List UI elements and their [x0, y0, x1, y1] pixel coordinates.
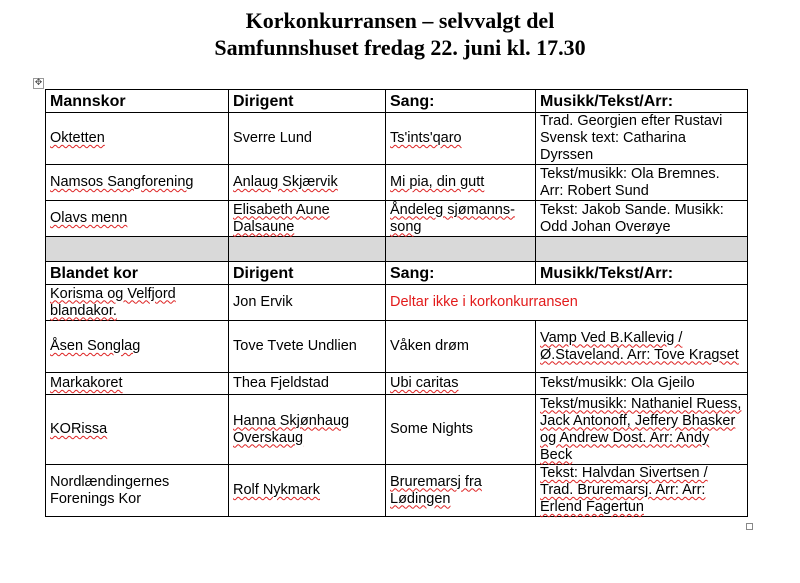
- song-cell: Ubi caritas: [386, 373, 536, 395]
- choir-cell: KORissa: [46, 395, 229, 465]
- header-cell: Sang:: [386, 262, 536, 285]
- credits-cell: Trad. Georgien efter Rustavi Svensk text: Catharina Dyrssen: [536, 113, 748, 165]
- conductor-cell: Rolf Nykmark: [229, 465, 386, 517]
- conductor-cell: Tove Tvete Undlien: [229, 321, 386, 373]
- table-row: [46, 285, 748, 321]
- credits-cell: Tekst: Jakob Sande. Musikk: Odd Johan Overøye: [536, 201, 748, 237]
- conductor-cell: Jon Ervik: [229, 285, 386, 321]
- choir-cell: Namsos Sangforening: [46, 165, 229, 201]
- choir-table: [45, 89, 748, 517]
- empty-cell: [536, 237, 748, 262]
- table-row: [46, 373, 748, 395]
- conductor-cell: Hanna Skjønhaug Overskaug: [229, 395, 386, 465]
- table-header-row: [46, 262, 748, 285]
- conductor-cell: Elisabeth Aune Dalsaune: [229, 201, 386, 237]
- credits-cell: Tekst/musikk: Ola Bremnes. Arr: Robert Sund: [536, 165, 748, 201]
- header-cell: Dirigent: [229, 90, 386, 113]
- credits-cell: Tekst/musikk: Nathaniel Ruess, Jack Antonoff, Jeffery Bhasker og Andrew Dost. Arr: Andy Beck: [536, 395, 748, 465]
- table-row: [46, 113, 748, 165]
- conductor-cell: Thea Fjeldstad: [229, 373, 386, 395]
- conductor-cell: Anlaug Skjærvik: [229, 165, 386, 201]
- empty-cell: [386, 237, 536, 262]
- choir-cell: Korisma og Velfjord blandakor.: [46, 285, 229, 321]
- header-cell: Sang:: [386, 90, 536, 113]
- song-cell: Some Nights: [386, 395, 536, 465]
- header-cell: Dirigent: [229, 262, 386, 285]
- credits-cell: Vamp Ved B.Kallevig / Ø.Staveland. Arr: Tove Kragset: [536, 321, 748, 373]
- song-cell: Bruremarsj fra Lødingen: [386, 465, 536, 517]
- song-cell: Mi pia, din gutt: [386, 165, 536, 201]
- move-cross-icon[interactable]: ✥: [34, 78, 43, 88]
- document-title: Korkonkurransen – selvvalgt del: [245, 8, 555, 33]
- table-header-row: [46, 90, 748, 113]
- choir-cell: Oktetten: [46, 113, 229, 165]
- table-row: [46, 165, 748, 201]
- conductor-cell: Sverre Lund: [229, 113, 386, 165]
- header-cell: Musikk/Tekst/Arr:: [536, 90, 748, 113]
- table-row: [46, 395, 748, 465]
- empty-cell: [46, 237, 229, 262]
- credits-cell: Tekst: Halvdan Sivertsen / Trad. Bruremarsj. Arr: Arr: Erlend Fagertun: [536, 465, 748, 517]
- song-cell: Våken drøm: [386, 321, 536, 373]
- status-note: Deltar ikke i korkonkurransen: [386, 285, 748, 321]
- separator-row: [46, 237, 748, 262]
- table-row: [46, 201, 748, 237]
- table-row: [46, 321, 748, 373]
- table-resize-handle[interactable]: [746, 523, 753, 530]
- table-row: [46, 465, 748, 517]
- choir-cell: Olavs menn: [46, 201, 229, 237]
- choir-cell: Markakoret: [46, 373, 229, 395]
- credits-cell: Tekst/musikk: Ola Gjeilo: [536, 373, 748, 395]
- choir-cell: Nordlændingernes Forenings Kor: [46, 465, 229, 517]
- header-cell: Musikk/Tekst/Arr:: [536, 262, 748, 285]
- song-cell: Åndeleg sjømanns-song: [386, 201, 536, 237]
- header-cell: Blandet kor: [46, 262, 229, 285]
- header-cell: Mannskor: [46, 90, 229, 113]
- choir-cell: Åsen Songlag: [46, 321, 229, 373]
- document-subtitle: Samfunnshuset fredag 22. juni kl. 17.30: [214, 35, 586, 60]
- song-cell: Ts'ints'qaro: [386, 113, 536, 165]
- empty-cell: [229, 237, 386, 262]
